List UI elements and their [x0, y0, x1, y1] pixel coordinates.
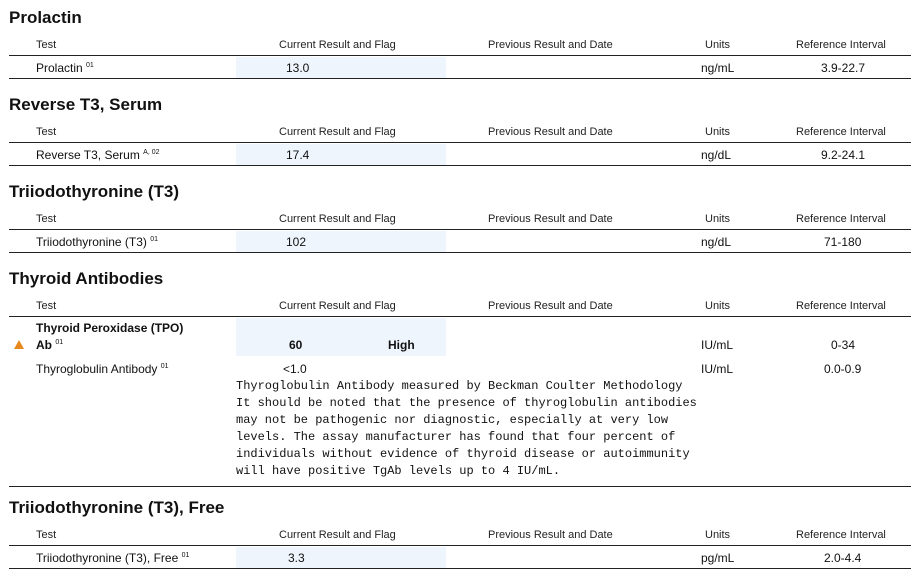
header-units: Units — [705, 39, 731, 51]
table-row — [9, 144, 911, 166]
section-title: Triiodothyronine (T3), Free — [9, 498, 225, 517]
footnote-ref: 01 — [55, 339, 64, 346]
footnote-ref: 01 — [160, 363, 169, 370]
reference-value: 9.2-24.1 — [821, 148, 866, 162]
test-name-line1: Thyroid Peroxidase (TPO) — [36, 321, 184, 335]
result-value: 3.3 — [288, 551, 305, 565]
reference-value: 0-34 — [831, 338, 856, 352]
header-test: Test — [36, 126, 57, 138]
header-units: Units — [705, 300, 731, 312]
header-current: Current Result and Flag — [279, 300, 396, 312]
footnote-ref: A, 02 — [143, 149, 160, 156]
header-units: Units — [705, 213, 731, 225]
table-row — [9, 357, 911, 487]
header-test: Test — [36, 300, 57, 312]
result-value: <1.0 — [283, 362, 307, 376]
reference-value: 0.0-0.9 — [824, 362, 862, 376]
section-title: Triiodothyronine (T3) — [9, 182, 179, 201]
header-units: Units — [705, 126, 731, 138]
units-value: IU/mL — [701, 338, 734, 352]
table-header — [9, 124, 911, 143]
test-name-line2: Ab $^{01}$ — [36, 338, 64, 352]
header-current: Current Result and Flag — [279, 39, 396, 51]
units-value: pg/mL — [701, 551, 735, 565]
current-result-cell — [236, 547, 446, 568]
reference-value: 2.0-4.4 — [824, 551, 862, 565]
result-value: 60 — [289, 338, 303, 352]
units-value: ng/dL — [701, 235, 732, 249]
table-row-flagged — [9, 318, 911, 356]
result-value: 102 — [286, 235, 307, 249]
test-name: Triiodothyronine (T3), Free $^{01}$ — [36, 551, 190, 565]
result-comment: Thyroglobulin Antibody measured by Beckman Coulter Methodology It should be noted that the presence of thyroglobulin antibodies may not be pathogenic nor diagnostic, especially at very low levels. The assay manufacturer has found that four percent of individuals without evidence of thyroid disease or autoimmunity will have positive TgAb levels up to 4 IU/mL. — [236, 379, 697, 478]
header-reference: Reference Interval — [796, 529, 886, 541]
current-result-cell — [236, 57, 446, 78]
table-header — [9, 527, 911, 546]
table-row — [9, 57, 911, 79]
header-reference: Reference Interval — [796, 39, 886, 51]
result-flag: High — [388, 338, 415, 352]
section-title: Thyroid Antibodies — [9, 269, 164, 288]
header-test: Test — [36, 213, 57, 225]
test-name: Prolactin $^{01}$ — [36, 61, 94, 75]
warning-triangle-icon — [14, 340, 24, 349]
header-current: Current Result and Flag — [279, 529, 396, 541]
current-result-cell — [236, 231, 446, 252]
test-name: Reverse T3, Serum $^{A, 02}$ — [36, 148, 160, 162]
header-reference: Reference Interval — [796, 126, 886, 138]
table-row — [9, 231, 911, 253]
test-name: Triiodothyronine (T3) $^{01}$ — [36, 235, 159, 249]
header-current: Current Result and Flag — [279, 213, 396, 225]
table-header — [9, 211, 911, 230]
result-value: 13.0 — [286, 61, 310, 75]
reference-value: 3.9-22.7 — [821, 61, 866, 75]
header-previous: Previous Result and Date — [488, 529, 613, 541]
footnote-ref: 01 — [86, 62, 94, 69]
header-previous: Previous Result and Date — [488, 126, 613, 138]
section-title: Prolactin — [9, 8, 82, 27]
current-result-cell — [236, 144, 446, 165]
header-reference: Reference Interval — [796, 213, 886, 225]
result-value: 17.4 — [286, 148, 310, 162]
header-units: Units — [705, 529, 731, 541]
header-reference: Reference Interval — [796, 300, 886, 312]
reference-value: 71-180 — [824, 235, 862, 249]
footnote-ref: 01 — [150, 236, 159, 243]
header-test: Test — [36, 529, 57, 541]
header-previous: Previous Result and Date — [488, 39, 613, 51]
header-previous: Previous Result and Date — [488, 300, 613, 312]
header-current: Current Result and Flag — [279, 126, 396, 138]
units-value: IU/mL — [701, 362, 734, 376]
footnote-ref: 01 — [181, 552, 190, 559]
test-name: Thyroglobulin Antibody $^{01}$ — [36, 362, 169, 376]
units-value: ng/dL — [701, 148, 732, 162]
table-row — [9, 547, 911, 569]
units-value: ng/mL — [701, 61, 735, 75]
header-previous: Previous Result and Date — [488, 213, 613, 225]
section-title: Reverse T3, Serum — [9, 95, 163, 114]
table-header — [9, 37, 911, 56]
header-test: Test — [36, 39, 57, 51]
table-header — [9, 298, 911, 317]
